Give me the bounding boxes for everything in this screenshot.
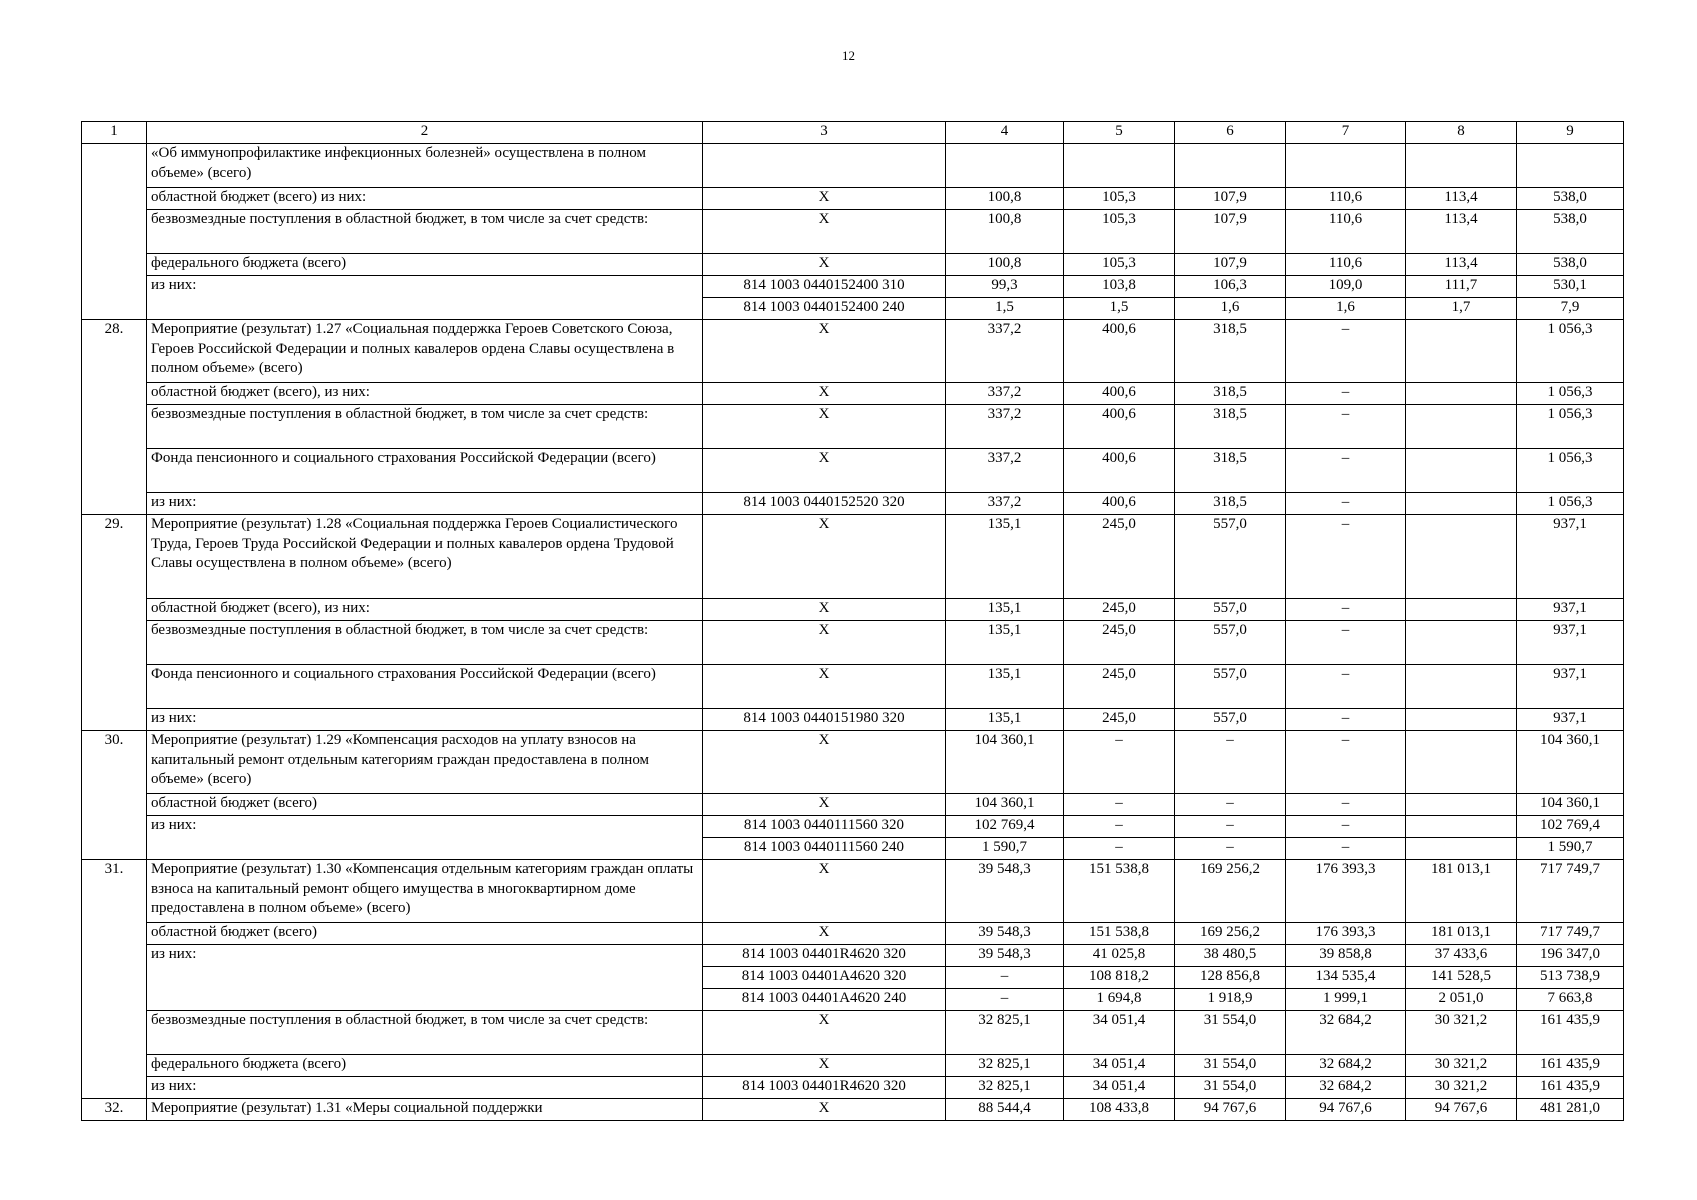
value-cell [1406,599,1517,621]
value-cell: 100,8 [946,254,1064,276]
description-cell: из них: [147,709,703,731]
header-cell: 4 [946,122,1064,144]
value-cell [1406,515,1517,599]
value-cell: – [1286,493,1406,515]
table-row [82,320,1624,383]
row-index-cell: 28. [82,320,147,515]
value-cell: 481 281,0 [1517,1099,1624,1121]
table-row [82,144,1624,188]
value-cell: – [946,967,1064,989]
value-cell: – [1064,838,1175,860]
description-cell: из них: [147,493,703,515]
row-index-cell: 31. [82,860,147,1099]
budget-code-cell [703,144,946,188]
value-cell: 557,0 [1175,709,1286,731]
value-cell: 538,0 [1517,254,1624,276]
row-index-cell: 32. [82,1099,147,1121]
value-cell: 102 769,4 [946,816,1064,838]
value-cell: 39 548,3 [946,945,1064,967]
table-row [82,731,1624,794]
value-cell: 135,1 [946,599,1064,621]
budget-code-cell: X [703,1011,946,1055]
value-cell: 107,9 [1175,210,1286,254]
value-cell: – [1064,794,1175,816]
value-cell: – [946,989,1064,1011]
value-cell [1517,144,1624,188]
value-cell: 39 858,8 [1286,945,1406,967]
table-row [82,923,1624,945]
description-cell: Мероприятие (результат) 1.27 «Социальная поддержка Героев Советского Союза, Героев Российской Федерации и полных кавалеров ордена Славы осуществлена в полном объеме» (всего) [147,320,703,383]
description-cell: из них: [147,816,703,860]
value-cell: 100,8 [946,210,1064,254]
budget-code-cell: X [703,923,946,945]
value-cell: 34 051,4 [1064,1055,1175,1077]
value-cell: 318,5 [1175,449,1286,493]
value-cell [946,144,1064,188]
value-cell: 400,6 [1064,405,1175,449]
value-cell: 513 738,9 [1517,967,1624,989]
table-row [82,709,1624,731]
description-cell: областной бюджет (всего) [147,923,703,945]
value-cell: 1 056,3 [1517,493,1624,515]
value-cell: 181 013,1 [1406,923,1517,945]
value-cell: 113,4 [1406,254,1517,276]
header-cell: 8 [1406,122,1517,144]
value-cell: 32 684,2 [1286,1011,1406,1055]
value-cell: 245,0 [1064,621,1175,665]
table-row [82,254,1624,276]
description-cell: безвозмездные поступления в областной бюджет, в том числе за счет средств: [147,210,703,254]
value-cell: 88 544,4 [946,1099,1064,1121]
table-row [82,1099,1624,1121]
value-cell: 1 918,9 [1175,989,1286,1011]
value-cell: 1,6 [1286,298,1406,320]
value-cell: – [1286,405,1406,449]
value-cell [1406,320,1517,383]
budget-code-cell: X [703,1099,946,1121]
budget-code-cell: X [703,621,946,665]
value-cell: 1 056,3 [1517,449,1624,493]
table-row [82,493,1624,515]
table-row [82,515,1624,599]
budget-table [81,121,1624,1121]
table-row [82,449,1624,493]
value-cell: 169 256,2 [1175,860,1286,923]
value-cell: 1,5 [946,298,1064,320]
budget-code-cell: 814 1003 04401A4620 320 [703,967,946,989]
description-cell: областной бюджет (всего), из них: [147,599,703,621]
value-cell: 100,8 [946,188,1064,210]
budget-code-cell: X [703,405,946,449]
row-index-cell: 30. [82,731,147,860]
value-cell: 106,3 [1175,276,1286,298]
value-cell: 32 825,1 [946,1011,1064,1055]
budget-code-cell: X [703,665,946,709]
table-row [82,945,1624,967]
table-row [82,816,1624,838]
description-cell: безвозмездные поступления в областной бюджет, в том числе за счет средств: [147,621,703,665]
table-row [82,665,1624,709]
table-row [82,276,1624,298]
value-cell: 107,9 [1175,188,1286,210]
budget-code-cell: X [703,254,946,276]
value-cell: 99,3 [946,276,1064,298]
value-cell: 1,5 [1064,298,1175,320]
value-cell: 181 013,1 [1406,860,1517,923]
value-cell: – [1286,838,1406,860]
description-cell: областной бюджет (всего), из них: [147,383,703,405]
value-cell: 557,0 [1175,621,1286,665]
value-cell: 32 825,1 [946,1077,1064,1099]
budget-code-cell: 814 1003 0440152400 310 [703,276,946,298]
value-cell: 318,5 [1175,383,1286,405]
value-cell: 1,6 [1175,298,1286,320]
value-cell: 94 767,6 [1406,1099,1517,1121]
budget-code-cell: X [703,599,946,621]
value-cell: 245,0 [1064,665,1175,709]
value-cell [1406,449,1517,493]
value-cell: 1 056,3 [1517,383,1624,405]
value-cell: 104 360,1 [946,731,1064,794]
value-cell: 337,2 [946,383,1064,405]
value-cell: 557,0 [1175,665,1286,709]
value-cell: 937,1 [1517,621,1624,665]
value-cell: 169 256,2 [1175,923,1286,945]
column-number-header-row [82,122,1624,144]
value-cell: 134 535,4 [1286,967,1406,989]
budget-code-cell: X [703,320,946,383]
value-cell [1406,709,1517,731]
value-cell: 135,1 [946,515,1064,599]
value-cell [1064,144,1175,188]
value-cell [1406,621,1517,665]
value-cell [1406,383,1517,405]
table-row [82,383,1624,405]
budget-code-cell: X [703,449,946,493]
description-cell: Фонда пенсионного и социального страхования Российской Федерации (всего) [147,449,703,493]
value-cell: 39 548,3 [946,860,1064,923]
budget-code-cell: 814 1003 0440152520 320 [703,493,946,515]
value-cell: 400,6 [1064,383,1175,405]
value-cell: 107,9 [1175,254,1286,276]
value-cell: 530,1 [1517,276,1624,298]
value-cell: 30 321,2 [1406,1011,1517,1055]
value-cell: 337,2 [946,320,1064,383]
budget-code-cell: X [703,860,946,923]
table-row [82,860,1624,923]
header-cell: 1 [82,122,147,144]
value-cell [1406,665,1517,709]
table-row [82,1077,1624,1099]
budget-code-cell: X [703,794,946,816]
value-cell: 337,2 [946,449,1064,493]
table-row [82,210,1624,254]
budget-code-cell: X [703,383,946,405]
description-cell: из них: [147,945,703,1011]
budget-code-cell: 814 1003 0440111560 320 [703,816,946,838]
table-row [82,405,1624,449]
value-cell: 318,5 [1175,493,1286,515]
description-cell: безвозмездные поступления в областной бюджет, в том числе за счет средств: [147,1011,703,1055]
value-cell: – [1175,816,1286,838]
value-cell: – [1286,621,1406,665]
value-cell: 557,0 [1175,599,1286,621]
value-cell: 245,0 [1064,515,1175,599]
value-cell: 32 825,1 [946,1055,1064,1077]
value-cell: 38 480,5 [1175,945,1286,967]
table-row [82,1011,1624,1055]
value-cell: – [1286,709,1406,731]
table-row [82,1055,1624,1077]
value-cell: 104 360,1 [1517,794,1624,816]
value-cell: 34 051,4 [1064,1011,1175,1055]
value-cell: 245,0 [1064,709,1175,731]
value-cell [1175,144,1286,188]
value-cell: 7 663,8 [1517,989,1624,1011]
description-cell: из них: [147,1077,703,1099]
budget-code-cell: 814 1003 04401R4620 320 [703,1077,946,1099]
value-cell [1286,144,1406,188]
value-cell: 1 056,3 [1517,320,1624,383]
value-cell: 161 435,9 [1517,1077,1624,1099]
value-cell: – [1286,515,1406,599]
description-cell: безвозмездные поступления в областной бюджет, в том числе за счет средств: [147,405,703,449]
value-cell: 2 051,0 [1406,989,1517,1011]
value-cell: 104 360,1 [1517,731,1624,794]
value-cell: 937,1 [1517,515,1624,599]
value-cell: – [1175,838,1286,860]
value-cell: 937,1 [1517,599,1624,621]
value-cell: 717 749,7 [1517,923,1624,945]
value-cell: 30 321,2 [1406,1055,1517,1077]
description-cell: областной бюджет (всего) из них: [147,188,703,210]
description-cell: Фонда пенсионного и социального страхования Российской Федерации (всего) [147,665,703,709]
value-cell: 1 999,1 [1286,989,1406,1011]
value-cell: 113,4 [1406,210,1517,254]
budget-code-cell: 814 1003 0440152400 240 [703,298,946,320]
value-cell: 110,6 [1286,210,1406,254]
value-cell: – [1286,383,1406,405]
value-cell: 32 684,2 [1286,1077,1406,1099]
value-cell: – [1286,599,1406,621]
table-row [82,599,1624,621]
value-cell: 245,0 [1064,599,1175,621]
header-cell: 2 [147,122,703,144]
value-cell: 30 321,2 [1406,1077,1517,1099]
value-cell: 39 548,3 [946,923,1064,945]
value-cell: 538,0 [1517,210,1624,254]
description-cell: федерального бюджета (всего) [147,254,703,276]
value-cell: 151 538,8 [1064,923,1175,945]
value-cell: 7,9 [1517,298,1624,320]
value-cell: 161 435,9 [1517,1011,1624,1055]
value-cell [1406,731,1517,794]
value-cell: 34 051,4 [1064,1077,1175,1099]
value-cell: – [1286,794,1406,816]
value-cell: 128 856,8 [1175,967,1286,989]
value-cell: 111,7 [1406,276,1517,298]
row-index-cell [82,144,147,320]
value-cell [1406,493,1517,515]
value-cell: 1,7 [1406,298,1517,320]
description-cell: областной бюджет (всего) [147,794,703,816]
value-cell: – [1175,794,1286,816]
value-cell: 141 528,5 [1406,967,1517,989]
value-cell: 538,0 [1517,188,1624,210]
value-cell: 105,3 [1064,254,1175,276]
value-cell: – [1064,816,1175,838]
value-cell: 94 767,6 [1175,1099,1286,1121]
value-cell [1406,144,1517,188]
value-cell: 135,1 [946,709,1064,731]
value-cell: 1 694,8 [1064,989,1175,1011]
value-cell: 94 767,6 [1286,1099,1406,1121]
value-cell: 337,2 [946,493,1064,515]
value-cell: 717 749,7 [1517,860,1624,923]
value-cell: 108 433,8 [1064,1099,1175,1121]
budget-code-cell: X [703,1055,946,1077]
value-cell: 337,2 [946,405,1064,449]
value-cell [1406,794,1517,816]
value-cell [1406,838,1517,860]
value-cell: – [1286,449,1406,493]
value-cell: 1 056,3 [1517,405,1624,449]
table-row [82,621,1624,665]
value-cell: 109,0 [1286,276,1406,298]
value-cell: 176 393,3 [1286,860,1406,923]
value-cell: 135,1 [946,621,1064,665]
value-cell: 108 818,2 [1064,967,1175,989]
page-number: 12 [842,48,855,63]
row-index-cell: 29. [82,515,147,731]
value-cell: 113,4 [1406,188,1517,210]
value-cell: 937,1 [1517,709,1624,731]
value-cell: – [1286,816,1406,838]
value-cell: 400,6 [1064,493,1175,515]
budget-code-cell: X [703,515,946,599]
value-cell: 103,8 [1064,276,1175,298]
budget-code-cell: X [703,188,946,210]
table-row [82,794,1624,816]
value-cell: 110,6 [1286,188,1406,210]
description-cell: из них: [147,276,703,320]
value-cell: – [1286,665,1406,709]
description-cell: «Об иммунопрофилактике инфекционных болезней» осуществлена в полном объеме» (всего) [147,144,703,188]
value-cell: 1 590,7 [946,838,1064,860]
description-cell: Мероприятие (результат) 1.30 «Компенсация отдельным категориям граждан оплаты взноса на капитальный ремонт общего имущества в многоквартирном доме предоставлена в полном объеме» (всего) [147,860,703,923]
budget-code-cell: 814 1003 0440111560 240 [703,838,946,860]
value-cell: 135,1 [946,665,1064,709]
value-cell: 105,3 [1064,188,1175,210]
value-cell: 31 554,0 [1175,1055,1286,1077]
value-cell: – [1064,731,1175,794]
budget-code-cell: X [703,210,946,254]
value-cell: 318,5 [1175,320,1286,383]
value-cell: 41 025,8 [1064,945,1175,967]
value-cell: 151 538,8 [1064,860,1175,923]
header-cell: 3 [703,122,946,144]
value-cell: 37 433,6 [1406,945,1517,967]
value-cell: 102 769,4 [1517,816,1624,838]
header-cell: 6 [1175,122,1286,144]
value-cell: 31 554,0 [1175,1077,1286,1099]
value-cell: 318,5 [1175,405,1286,449]
description-cell: Мероприятие (результат) 1.31 «Меры социальной поддержки [147,1099,703,1121]
value-cell: – [1286,731,1406,794]
value-cell: 1 590,7 [1517,838,1624,860]
description-cell: Мероприятие (результат) 1.28 «Социальная поддержка Героев Социалистического Труда, Героев Труда Российской Федерации и полных кавалеров ордена Трудовой Славы осуществлена в полном объеме» (всего) [147,515,703,599]
value-cell: 400,6 [1064,320,1175,383]
value-cell: 937,1 [1517,665,1624,709]
value-cell: 110,6 [1286,254,1406,276]
value-cell: – [1175,731,1286,794]
header-cell: 7 [1286,122,1406,144]
description-cell: федерального бюджета (всего) [147,1055,703,1077]
header-cell: 5 [1064,122,1175,144]
value-cell: 105,3 [1064,210,1175,254]
budget-code-cell: 814 1003 0440151980 320 [703,709,946,731]
table-body [82,122,1624,1121]
budget-code-cell: 814 1003 04401A4620 240 [703,989,946,1011]
value-cell: 400,6 [1064,449,1175,493]
value-cell: 557,0 [1175,515,1286,599]
value-cell [1406,816,1517,838]
header-cell: 9 [1517,122,1624,144]
value-cell: 104 360,1 [946,794,1064,816]
value-cell: – [1286,320,1406,383]
budget-code-cell: X [703,731,946,794]
value-cell: 32 684,2 [1286,1055,1406,1077]
value-cell: 196 347,0 [1517,945,1624,967]
value-cell: 176 393,3 [1286,923,1406,945]
value-cell: 161 435,9 [1517,1055,1624,1077]
value-cell [1406,405,1517,449]
budget-code-cell: 814 1003 04401R4620 320 [703,945,946,967]
description-cell: Мероприятие (результат) 1.29 «Компенсация расходов на уплату взносов на капитальный ремонт отдельным категориям граждан предоставлена в полном объеме» (всего) [147,731,703,794]
value-cell: 31 554,0 [1175,1011,1286,1055]
table-row [82,188,1624,210]
